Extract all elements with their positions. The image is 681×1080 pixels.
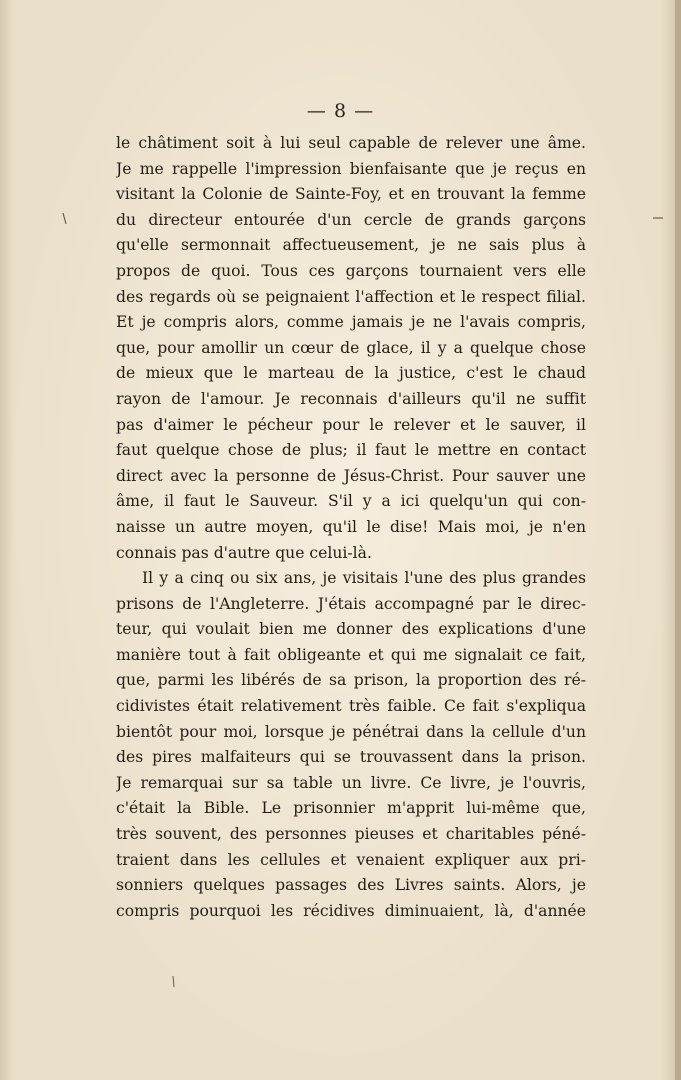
page-edge-shadow	[675, 0, 681, 1080]
text-line: que, pour amollir un cœur de glace, il y a quelque chose	[116, 338, 586, 357]
text-line: visitant la Colonie de Sainte-Foy, et en trouvant la femme	[116, 185, 586, 204]
text-line: naisse un autre moyen, qu'il le dise! Mais moi, je n'en	[116, 517, 586, 536]
text-line: des pires malfaiteurs qui se trouvassent dans la prison.	[116, 748, 586, 767]
text-line: Je remarquai sur sa table un livre. Ce livre, je l'ouvris,	[116, 773, 586, 792]
text-line: direct avec la personne de Jésus-Christ. Pour sauver une	[116, 466, 586, 485]
text-line: Et je compris alors, comme jamais je ne l'avais compris,	[116, 313, 586, 332]
text-line: de mieux que le marteau de la justice, c'est le chaud	[116, 364, 586, 383]
text-line: des regards où se peignaient l'affection et le respect filial.	[116, 287, 586, 306]
margin-mark-left	[62, 212, 68, 226]
text-line: c'était la Bible. Le prisonnier m'apprit lui-même que,	[116, 799, 586, 818]
text-line: Je me rappelle l'impression bienfaisante que je reçus en	[116, 159, 586, 178]
text-line: traient dans les cellules et venaient expliquer aux pri-	[116, 850, 586, 869]
text-line: qu'elle sermonnait affectueusement, je ne sais plus à	[116, 236, 586, 255]
text-line: rayon de l'amour. Je reconnais d'ailleurs qu'il ne suffit	[116, 389, 586, 408]
text-line: faut quelque chose de plus; il faut le mettre en contact	[116, 441, 586, 460]
text-line: propos de quoi. Tous ces garçons tournaient vers elle	[116, 261, 586, 280]
page-number: — 8 —	[306, 100, 375, 122]
paragraph-end-line: connais pas d'autre que celui-là.	[116, 543, 372, 562]
paragraph-start-line: Il y a cinq ou six ans, je visitais l'une des plus grandes	[142, 569, 586, 588]
text-line: pas d'aimer le pécheur pour le relever et le sauver, il	[116, 415, 586, 434]
text-line: compris pourquoi les récidives diminuaient, là, d'année	[116, 901, 586, 920]
text-line: bientôt pour moi, lorsque je pénétrai dans la cellule d'un	[116, 722, 586, 741]
text-line: très souvent, des personnes pieuses et charitables péné-	[116, 825, 586, 844]
text-line: teur, qui voulait bien me donner des explications d'une	[116, 620, 586, 639]
margin-mark-right	[652, 216, 664, 220]
text-line: manière tout à fait obligeante et qui me signalait ce fait,	[116, 645, 586, 664]
text-line: prisons de l'Angleterre. J'étais accompagné par le direc-	[116, 594, 586, 613]
text-line: âme, il faut le Sauveur. S'il y a ici quelqu'un qui con-	[116, 492, 586, 511]
text-line: du directeur entourée d'un cercle de grands garçons	[116, 210, 586, 229]
text-line: sonniers quelques passages des Livres saints. Alors, je	[116, 876, 586, 895]
text-line: que, parmi les libérés de sa prison, la proportion des ré-	[116, 671, 586, 690]
text-line: cidivistes était relativement très faible. Ce fait s'expliqua	[116, 697, 586, 716]
margin-mark-bottom	[171, 975, 176, 989]
body-text	[116, 131, 586, 924]
text-line: le châtiment soit à lui seul capable de relever une âme.	[116, 134, 586, 152]
